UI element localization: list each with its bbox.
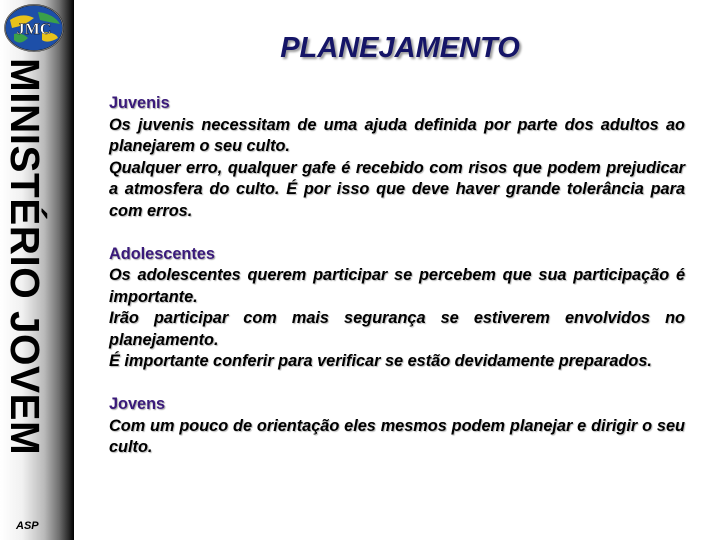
ministry-vertical-title: MINISTÉRIO JOVEM bbox=[2, 58, 48, 456]
paragraph: É importante conferir para verificar se estão devidamente preparados. bbox=[109, 352, 652, 370]
paragraph: Irão participar com mais segurança se estiverem envolvidos no planejamento. bbox=[109, 309, 685, 349]
paragraph: Qualquer erro, qualquer gafe é recebido com risos que podem prejudicar a atmosfera do culto. É por isso que deve haver grande tolerância para com erros. bbox=[109, 158, 685, 220]
page-title: PLANEJAMENTO bbox=[280, 32, 520, 64]
footer-asp: ASP bbox=[16, 520, 39, 532]
section-heading: Adolescentes bbox=[109, 244, 215, 263]
paragraph: Os adolescentes querem participar se percebem que sua participação é importante. bbox=[109, 266, 685, 306]
section-jovens bbox=[109, 394, 685, 459]
ministry-logo-icon bbox=[2, 2, 66, 54]
paragraph: Os juvenis necessitam de uma ajuda definida por parte dos adultos ao planejarem o seu culto. bbox=[109, 115, 685, 155]
paragraph: Com um pouco de orientação eles mesmos podem planejar e dirigir o seu culto. bbox=[109, 416, 685, 456]
section-adolescentes bbox=[109, 244, 685, 373]
section-juvenis bbox=[109, 93, 685, 222]
logo-label: JMC bbox=[16, 21, 52, 38]
section-heading: Juvenis bbox=[109, 94, 170, 112]
section-heading: Jovens bbox=[109, 395, 166, 413]
sidebar bbox=[0, 0, 74, 540]
content-body bbox=[109, 93, 685, 480]
